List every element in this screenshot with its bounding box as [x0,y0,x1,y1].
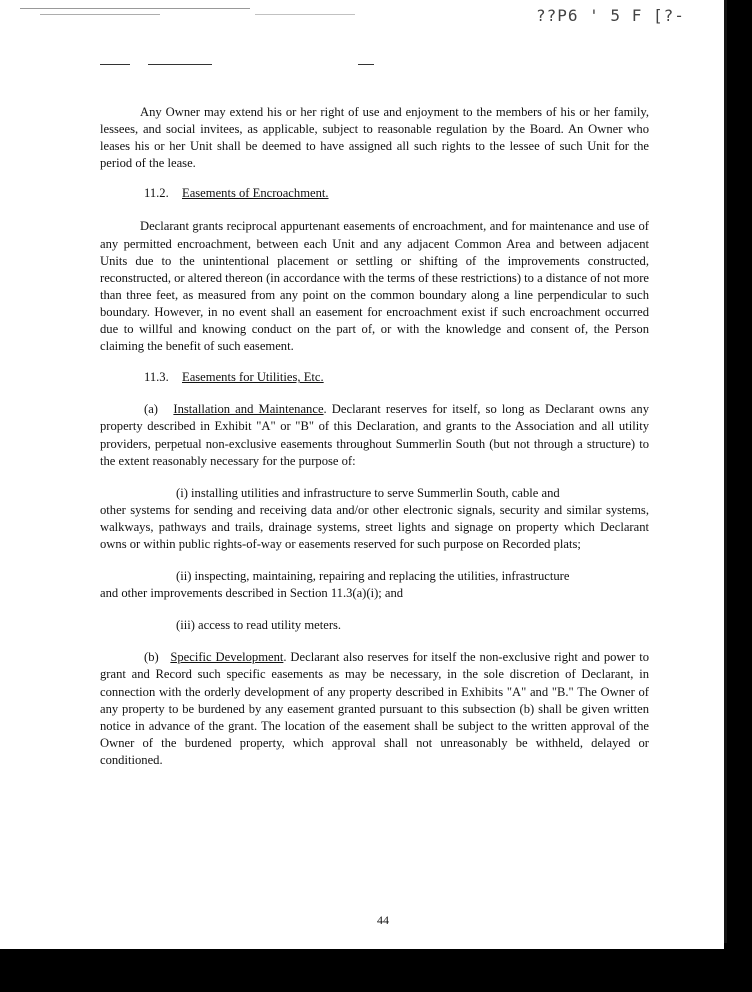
section-title: Easements of Encroachment. [182,186,329,201]
item-ii-continued: and other improvements described in Section 11.3(a)(i); and [100,586,404,601]
item-i [100,485,649,553]
paragraph-specific-development [100,649,649,769]
document-stamp: ??P6 ' 5 F [?- [536,6,685,25]
item-ii-first-line: (ii) inspecting, maintaining, repairing and replacing the utilities, infrastructure [176,569,570,584]
subsection-title: Specific Development [170,650,284,665]
subsection-text: . Declarant reserves for itself, so long as Declarant owns any property described in Exhibit "A" or "B" of this Declaration, and grants to the Association and all utility providers, perpetual non-exclusive easements throughout Summerlin South (but not through a structure) to the extent reasonably necessary for the purpose of: [100,402,649,468]
section-number: 11.3. [144,370,169,385]
paragraph-encroachment: Declarant grants reciprocal appurtenant easements of encroachment, and for maintenance and use of any permitted encroachment, between each Unit and any adjacent Common Area and between adjacent Units due to the unintentional placement or settling or shifting of the improvements constructed, reconstructed, or altered thereon (in accordance with the terms of these restrictions) to a distance of not more than three feet, as measured from any point on the common boundary along a line perpendicular to such boundary. However, in no event shall an easement for encroachment exist if such encroachment occurred due to willful and knowing conduct on the part of, or with the knowledge and consent of, the Person claiming the benefit of such easement. [100,219,650,354]
item-i-continued: other systems for sending and receiving data and/or other electronic signals, security and similar systems, walkways, pathways and trails, drainage systems, street lights and signage on property which Declarant owns or within public rights-of-way or easements reserved for such purpose on Recorded plats; [100,502,649,551]
scan-artifact-right-edge [724,0,752,992]
paragraph-use-rights: Any Owner may extend his or her right of use and enjoyment to the members of his or her family, lessees, and social invitees, as applicable, subject to reasonable regulation by the Board. An Owner who leases his or her Unit shall be deemed to have assigned all such rights to the lessee of such Unit for the period of the lease. [100,105,649,171]
subsection-label: (a) [144,402,158,417]
section-heading-11-2 [144,185,649,202]
section-number: 11.2. [144,186,169,201]
item-ii [100,568,649,602]
item-iii: (iii) access to read utility meters. [176,618,342,633]
paragraph-installation [100,401,649,469]
subsection-label: (b) [144,650,159,665]
scan-artifact-bottom [0,943,752,992]
section-heading-11-3 [144,369,649,386]
subsection-text: . Declarant also reserves for itself the non-exclusive right and power to grant and Record such specific easements as may be necessary, in the sole discretion of Declarant, in connection with the orderly development of any property described in Exhibits "A" and "B." The Owner of any property to be burdened by any easement granted pursuant to this subsection (b) shall be given written notice in advance of the grant. The location of the easement shall be subject to the written approval of the Owner of the burdened property, which approval shall not unreasonably be withheld, delayed or conditioned. [100,650,649,767]
subsection-title: Installation and Maintenance [173,402,324,417]
document-body [100,104,649,769]
scan-artifact-top [0,0,360,70]
page-number: 44 [377,913,389,927]
item-i-first-line: (i) installing utilities and infrastructure to serve Summerlin South, cable and [176,485,560,500]
section-title: Easements for Utilities, Etc. [182,370,324,385]
